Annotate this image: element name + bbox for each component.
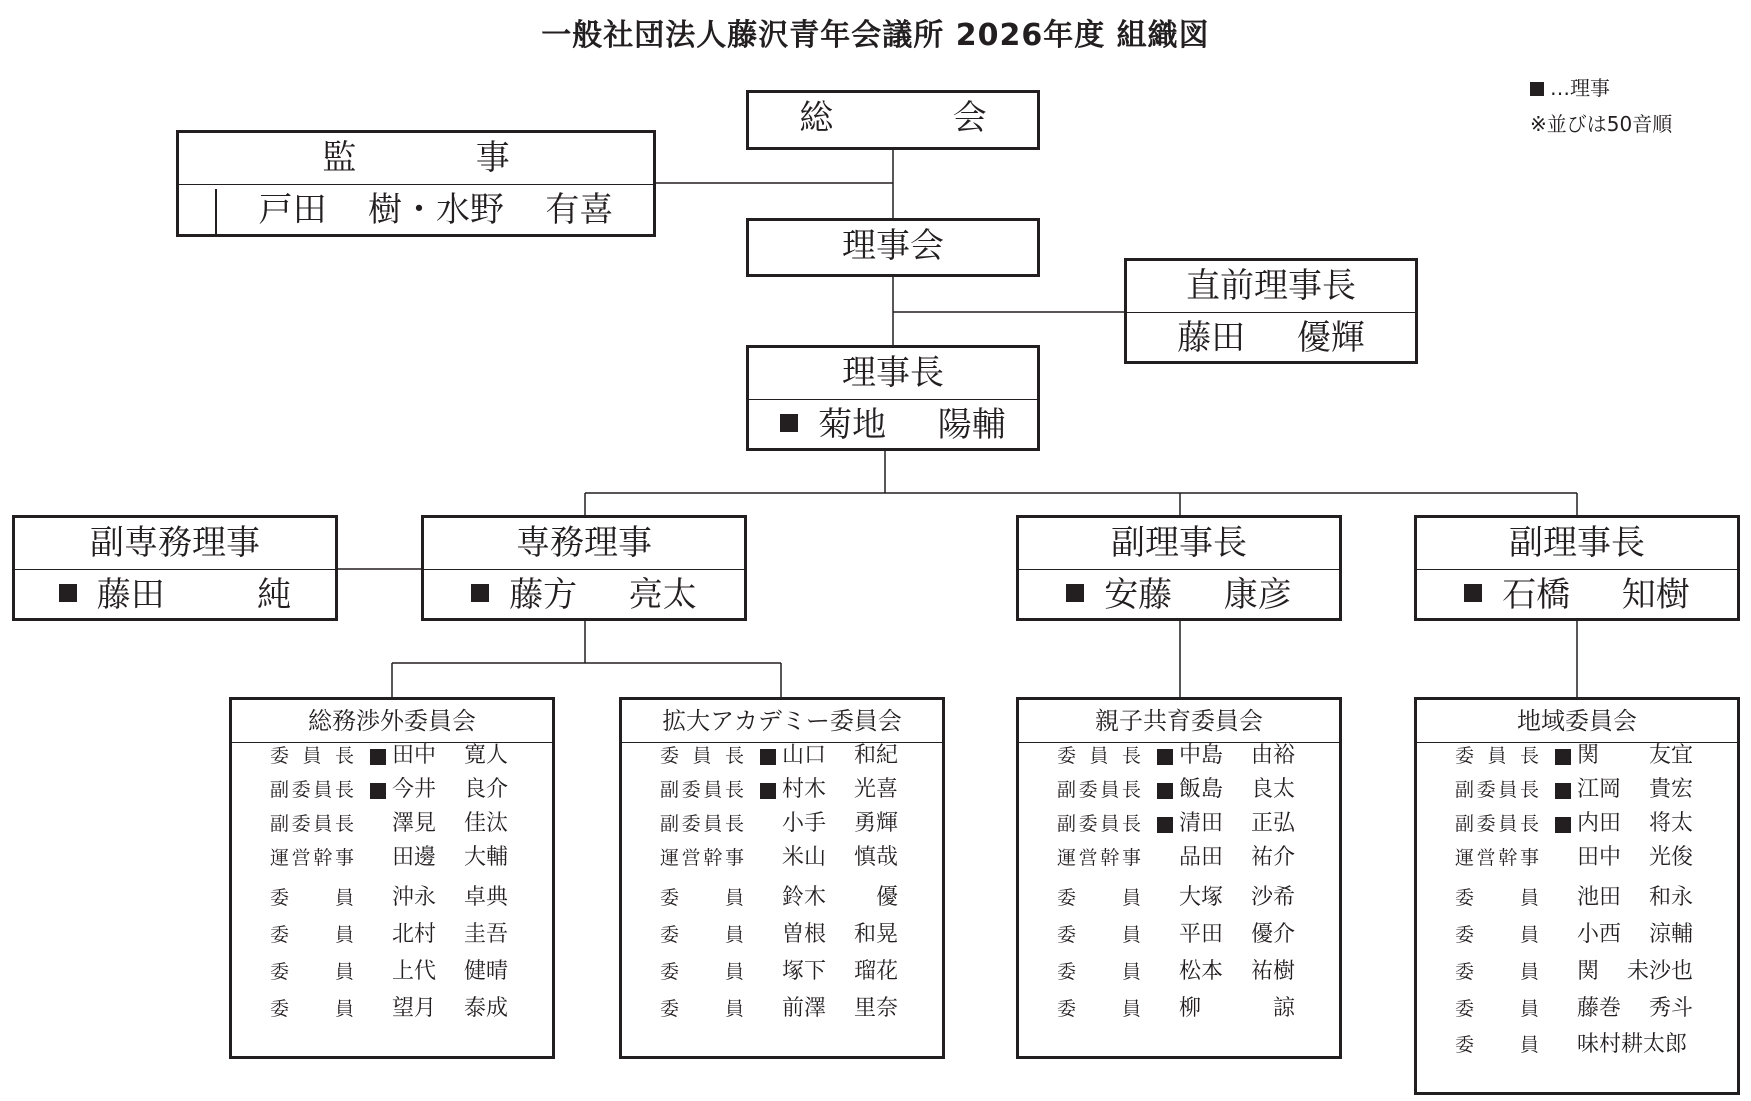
- member-row: [232, 881, 552, 915]
- vice-president-head-1: 副理事長: [1019, 518, 1339, 570]
- vice-executive-name-text: 藤田 純: [96, 575, 292, 615]
- member-given-name: 優介: [1250, 922, 1295, 947]
- member-role: 運営幹事: [270, 847, 354, 869]
- member-given-name: 未沙也: [1626, 959, 1693, 984]
- director-square-icon: [1464, 584, 1482, 602]
- director-square-icon: [1555, 817, 1571, 833]
- member-row: [1417, 1028, 1737, 1062]
- member-given-name: 沙希: [1250, 885, 1295, 910]
- committee-name: 地域委員会: [1417, 700, 1737, 743]
- member-role: 副委員長: [660, 813, 744, 835]
- member-given-name: 涼輔: [1648, 922, 1693, 947]
- member-row: [622, 739, 942, 773]
- vice-president-box-2: [1414, 515, 1740, 621]
- member-given-name: 佳汰: [463, 811, 508, 836]
- member-row: [1019, 918, 1339, 952]
- member-given-name: 卓典: [463, 885, 508, 910]
- member-family-name: 沖永: [392, 885, 437, 910]
- member-role: 委員: [270, 924, 354, 946]
- director-square-icon: [1157, 783, 1173, 799]
- committee-name: 拡大アカデミー委員会: [622, 700, 942, 743]
- member-family-name: 小手: [782, 811, 827, 836]
- executive-name: [424, 570, 744, 621]
- member-family-name: 池田: [1577, 885, 1622, 910]
- member-family-name: 田邊: [392, 845, 437, 870]
- member-family-name: 田中: [392, 743, 437, 768]
- member-role: 委員長: [1057, 745, 1141, 767]
- member-given-name: 圭吾: [463, 922, 508, 947]
- member-row: [622, 881, 942, 915]
- member-row: [232, 955, 552, 989]
- member-given-name: 健晴: [463, 959, 508, 984]
- vice-president-head-2: 副理事長: [1417, 518, 1737, 570]
- committee-box: [1016, 697, 1342, 1059]
- member-row: [232, 992, 552, 1026]
- member-family-name: 米山: [782, 845, 827, 870]
- member-role: 委員: [270, 887, 354, 909]
- member-family-name: 望月: [392, 996, 437, 1021]
- member-given-name: 諒: [1272, 996, 1295, 1021]
- member-row: [232, 918, 552, 952]
- director-square-icon: [1066, 584, 1084, 602]
- member-role: 副委員長: [1455, 779, 1539, 801]
- director-square-icon: [780, 414, 798, 432]
- member-row: [232, 739, 552, 773]
- member-given-name: 由裕: [1250, 743, 1295, 768]
- member-given-name: 祐介: [1250, 845, 1295, 870]
- member-row: [1417, 739, 1737, 773]
- member-role: 委員: [660, 998, 744, 1020]
- executive-head: 専務理事: [424, 518, 744, 570]
- member-row: [1417, 955, 1737, 989]
- member-role: 委員: [270, 961, 354, 983]
- member-given-name: 正弘: [1250, 811, 1295, 836]
- member-row: [1019, 955, 1339, 989]
- vice-president-name-text-1: 安藤 康彦: [1104, 575, 1292, 615]
- member-family-name: 柳: [1179, 996, 1202, 1021]
- member-role: 委員: [270, 998, 354, 1020]
- committee-box: [229, 697, 555, 1059]
- member-given-name: 光俊: [1648, 845, 1693, 870]
- member-family-name: 味村耕太郎: [1577, 1032, 1688, 1057]
- member-family-name: 鈴木: [782, 885, 827, 910]
- member-row: [1019, 992, 1339, 1026]
- vice-president-box-1: [1016, 515, 1342, 621]
- vice-president-name-text-2: 石橋 知樹: [1502, 575, 1690, 615]
- member-row: [1417, 841, 1737, 875]
- member-role: 委員: [1057, 998, 1141, 1020]
- president-name-text: 菊地 陽輔: [818, 405, 1006, 445]
- director-square-icon: [1555, 749, 1571, 765]
- member-row: [232, 807, 552, 841]
- member-family-name: 田中: [1577, 845, 1622, 870]
- vice-executive-name: [15, 570, 335, 621]
- member-role: 委員: [660, 924, 744, 946]
- member-given-name: 友宜: [1648, 743, 1693, 768]
- member-row: [1019, 773, 1339, 807]
- general-meeting-box: [746, 90, 1040, 150]
- director-square-icon: [370, 783, 386, 799]
- member-given-name: 瑠花: [853, 959, 898, 984]
- member-role: 委員: [660, 887, 744, 909]
- member-role: 委員: [1455, 924, 1539, 946]
- page-title: 一般社団法人藤沢青年会議所 2026年度 組織図: [541, 18, 1210, 53]
- member-row: [1019, 881, 1339, 915]
- member-given-name: 優: [875, 885, 898, 910]
- member-family-name: 平田: [1179, 922, 1224, 947]
- auditors-head-text: 監 事: [322, 138, 565, 178]
- member-role: 運営幹事: [1455, 847, 1539, 869]
- member-given-name: 貴宏: [1648, 777, 1693, 802]
- member-family-name: 澤見: [392, 811, 437, 836]
- committee-name: 総務渉外委員会: [232, 700, 552, 743]
- member-given-name: 光喜: [853, 777, 898, 802]
- general-meeting-label: [749, 93, 1042, 144]
- member-family-name: 上代: [392, 959, 437, 984]
- member-given-name: 慎哉: [853, 845, 898, 870]
- member-family-name: 前澤: [782, 996, 827, 1021]
- member-row: [1417, 773, 1737, 807]
- president-box: [746, 345, 1040, 451]
- member-role: 運営幹事: [1057, 847, 1141, 869]
- legend-marker-text: …理事: [1550, 76, 1610, 100]
- member-family-name: 今井: [392, 777, 437, 802]
- member-family-name: 曽根: [782, 922, 827, 947]
- member-given-name: 和紀: [853, 743, 898, 768]
- member-family-name: 江岡: [1577, 777, 1622, 802]
- member-row: [232, 773, 552, 807]
- member-role: 副委員長: [1057, 813, 1141, 835]
- committee-box: [619, 697, 945, 1059]
- member-family-name: 山口: [782, 743, 827, 768]
- vice-president-name-1: [1019, 570, 1339, 621]
- member-family-name: 品田: [1179, 845, 1224, 870]
- member-family-name: 藤巻: [1577, 996, 1622, 1021]
- member-family-name: 小西: [1577, 922, 1622, 947]
- member-row: [232, 841, 552, 875]
- director-square-icon: [59, 584, 77, 602]
- auditors-names-text: 戸田 樹・水野 有喜: [258, 190, 614, 230]
- board-label: 理事会: [842, 226, 944, 266]
- vice-executive-box: [12, 515, 338, 621]
- auditors-box: [176, 130, 656, 237]
- member-role: 委員: [1057, 924, 1141, 946]
- member-given-name: 和永: [1648, 885, 1693, 910]
- member-given-name: 良介: [463, 777, 508, 802]
- member-given-name: 和晃: [853, 922, 898, 947]
- member-role: 委員: [1455, 887, 1539, 909]
- member-role: 副委員長: [660, 779, 744, 801]
- president-name: [749, 400, 1037, 451]
- member-given-name: 大輔: [463, 845, 508, 870]
- member-role: 委員: [1455, 961, 1539, 983]
- member-role: 委員: [1455, 998, 1539, 1020]
- member-family-name: 関: [1577, 743, 1600, 768]
- member-role: 副委員長: [1455, 813, 1539, 835]
- member-role: 副委員長: [1057, 779, 1141, 801]
- former-president-head: 直前理事長: [1127, 261, 1415, 313]
- member-role: 委員: [1057, 961, 1141, 983]
- legend-note: ※並びは50音順: [1530, 112, 1673, 136]
- director-square-icon: [1555, 783, 1571, 799]
- member-row: [622, 773, 942, 807]
- member-role: 委員: [660, 961, 744, 983]
- member-given-name: 秀斗: [1648, 996, 1693, 1021]
- member-family-name: 関: [1577, 959, 1600, 984]
- member-family-name: 内田: [1577, 811, 1622, 836]
- former-president-box: [1124, 258, 1418, 364]
- vice-president-name-2: [1417, 570, 1737, 621]
- member-role: 運営幹事: [660, 847, 744, 869]
- member-role: 副委員長: [270, 813, 354, 835]
- member-given-name: 勇輝: [853, 811, 898, 836]
- member-family-name: 松本: [1179, 959, 1224, 984]
- general-meeting-text: 総 会: [799, 98, 1042, 138]
- member-given-name: 将太: [1648, 811, 1693, 836]
- member-row: [1019, 807, 1339, 841]
- committee-name: 親子共育委員会: [1019, 700, 1339, 743]
- member-family-name: 塚下: [782, 959, 827, 984]
- member-row: [622, 955, 942, 989]
- member-row: [622, 918, 942, 952]
- member-role: 副委員長: [270, 779, 354, 801]
- member-row: [622, 841, 942, 875]
- member-row: [1417, 992, 1737, 1026]
- committee-box: [1414, 697, 1740, 1095]
- member-family-name: 中島: [1179, 743, 1224, 768]
- director-square-icon: [1157, 817, 1173, 833]
- member-row: [1417, 881, 1737, 915]
- president-head: 理事長: [749, 348, 1037, 400]
- member-role: 委員長: [660, 745, 744, 767]
- member-row: [1417, 807, 1737, 841]
- vice-executive-head: 副専務理事: [15, 518, 335, 570]
- member-given-name: 寛人: [463, 743, 508, 768]
- auditors-divider: [215, 189, 217, 235]
- member-row: [1019, 841, 1339, 875]
- member-role: 委員: [1455, 1034, 1539, 1056]
- member-family-name: 清田: [1179, 811, 1224, 836]
- auditors-names: [179, 185, 653, 236]
- member-family-name: 北村: [392, 922, 437, 947]
- executive-box: [421, 515, 747, 621]
- director-square-icon: [1157, 749, 1173, 765]
- member-given-name: 祐樹: [1250, 959, 1295, 984]
- member-row: [1019, 739, 1339, 773]
- member-row: [622, 807, 942, 841]
- member-given-name: 泰成: [463, 996, 508, 1021]
- member-role: 委員長: [270, 745, 354, 767]
- member-row: [622, 992, 942, 1026]
- member-given-name: 里奈: [853, 996, 898, 1021]
- director-square-icon: [471, 584, 489, 602]
- former-president-name: 藤田 優輝: [1177, 318, 1365, 358]
- member-family-name: 大塚: [1179, 885, 1224, 910]
- member-given-name: 良太: [1250, 777, 1295, 802]
- member-row: [1417, 918, 1737, 952]
- board-box: [746, 218, 1040, 277]
- executive-name-text: 藤方 亮太: [509, 575, 697, 615]
- director-square-icon: [760, 749, 776, 765]
- member-family-name: 村木: [782, 777, 827, 802]
- director-square-icon: [760, 783, 776, 799]
- auditors-head: [179, 133, 653, 185]
- member-role: 委員: [1057, 887, 1141, 909]
- member-family-name: 飯島: [1179, 777, 1224, 802]
- member-role: 委員長: [1455, 745, 1539, 767]
- director-square-icon: [370, 749, 386, 765]
